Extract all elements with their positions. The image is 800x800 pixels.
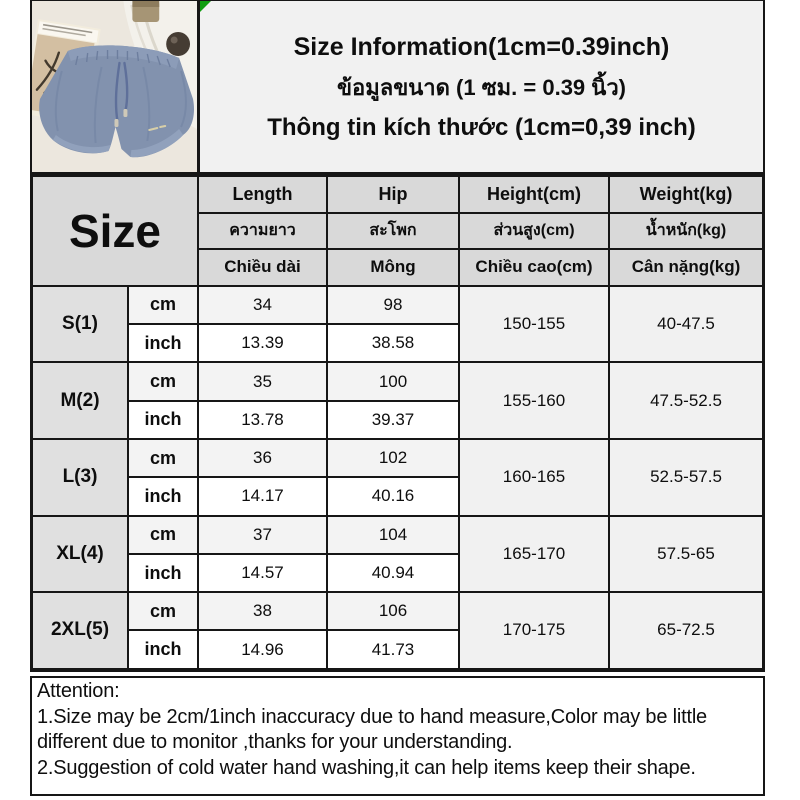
row-m-length-cm: 35 <box>199 363 326 399</box>
row-m-length-inch: 13.78 <box>199 402 326 438</box>
attention-box <box>30 676 765 796</box>
header-length-en: Length <box>199 177 326 212</box>
row-s-hip-inch: 38.58 <box>328 325 458 361</box>
row-s-length-inch: 13.39 <box>199 325 326 361</box>
row-l-length-inch: 14.17 <box>199 478 326 514</box>
product-photo <box>30 0 200 174</box>
row-l-hip-inch: 40.16 <box>328 478 458 514</box>
row-2xl-hip-inch: 41.73 <box>328 631 458 667</box>
header-hip-vi: Mông <box>328 250 458 285</box>
row-s-weight: 40-47.5 <box>610 287 762 362</box>
header-hip-th: สะโพก <box>328 214 458 249</box>
title-thai: ข้อมูลขนาด (1 ซม. = 0.39 นิ้ว) <box>336 74 626 100</box>
row-l-hip-cm: 102 <box>328 440 458 476</box>
row-2xl-label: 2XL(5) <box>33 593 127 668</box>
title-box <box>200 0 765 174</box>
header-height-vi: Chiều cao(cm) <box>460 250 608 285</box>
row-m-hip-inch: 39.37 <box>328 402 458 438</box>
row-xl-hip-cm: 104 <box>328 517 458 553</box>
row-l-unit-cm: cm <box>129 440 197 476</box>
header-length-th: ความยาว <box>199 214 326 249</box>
header-weight-th: น้ำหนัก(kg) <box>610 214 762 249</box>
row-s-length-cm: 34 <box>199 287 326 323</box>
row-s-unit-cm: cm <box>129 287 197 323</box>
row-2xl-unit-cm: cm <box>129 593 197 629</box>
row-2xl-height: 170-175 <box>460 593 608 668</box>
size-header-cell: Size <box>33 177 197 285</box>
title-english: Size Information(1cm=0.39inch) <box>293 32 670 61</box>
row-m-weight: 47.5-52.5 <box>610 363 762 438</box>
header-height-en: Height(cm) <box>460 177 608 212</box>
dark-sphere <box>166 32 190 56</box>
row-xl-hip-inch: 40.94 <box>328 555 458 591</box>
jar-rim <box>132 1 159 7</box>
row-2xl-unit-inch: inch <box>129 631 197 667</box>
row-m-unit-cm: cm <box>129 363 197 399</box>
product-photo-illustration <box>32 1 197 172</box>
row-m-hip-cm: 100 <box>328 363 458 399</box>
attention-heading: Attention: <box>37 680 120 702</box>
attention-line2: 2.Suggestion of cold water hand washing,it can help items keep their shape. <box>37 756 696 779</box>
row-2xl-weight: 65-72.5 <box>610 593 762 668</box>
row-m-unit-inch: inch <box>129 402 197 438</box>
size-table <box>30 174 765 672</box>
row-m-height: 155-160 <box>460 363 608 438</box>
drawstring-aglet <box>115 119 119 127</box>
row-s-label: S(1) <box>33 287 127 362</box>
row-xl-weight: 57.5-65 <box>610 517 762 592</box>
row-xl-length-inch: 14.57 <box>199 555 326 591</box>
header-weight-en: Weight(kg) <box>610 177 762 212</box>
row-l-label: L(3) <box>33 440 127 515</box>
header-length-vi: Chiều dài <box>199 250 326 285</box>
header-hip-en: Hip <box>328 177 458 212</box>
row-xl-label: XL(4) <box>33 517 127 592</box>
row-xl-height: 165-170 <box>460 517 608 592</box>
drawstring-aglet <box>123 109 127 117</box>
title-vietnamese: Thông tin kích thước (1cm=0,39 inch) <box>267 113 696 141</box>
row-l-height: 160-165 <box>460 440 608 515</box>
row-s-hip-cm: 98 <box>328 287 458 323</box>
row-l-unit-inch: inch <box>129 478 197 514</box>
row-s-height: 150-155 <box>460 287 608 362</box>
row-xl-length-cm: 37 <box>199 517 326 553</box>
row-2xl-hip-cm: 106 <box>328 593 458 629</box>
gold-jar <box>132 1 159 22</box>
row-2xl-length-cm: 38 <box>199 593 326 629</box>
row-xl-unit-inch: inch <box>129 555 197 591</box>
sphere-highlight <box>171 37 178 44</box>
header-weight-vi: Cân nặng(kg) <box>610 250 762 285</box>
row-xl-unit-cm: cm <box>129 517 197 553</box>
corner-marker-icon <box>200 1 211 12</box>
row-m-label: M(2) <box>33 363 127 438</box>
row-2xl-length-inch: 14.96 <box>199 631 326 667</box>
row-l-length-cm: 36 <box>199 440 326 476</box>
row-s-unit-inch: inch <box>129 325 197 361</box>
header-height-th: ส่วนสูง(cm) <box>460 214 608 249</box>
attention-line1: 1.Size may be 2cm/1inch inaccuracy due to hand measure,Color may be little different due to monitor ,thanks for your understanding. <box>37 705 707 753</box>
row-l-weight: 52.5-57.5 <box>610 440 762 515</box>
